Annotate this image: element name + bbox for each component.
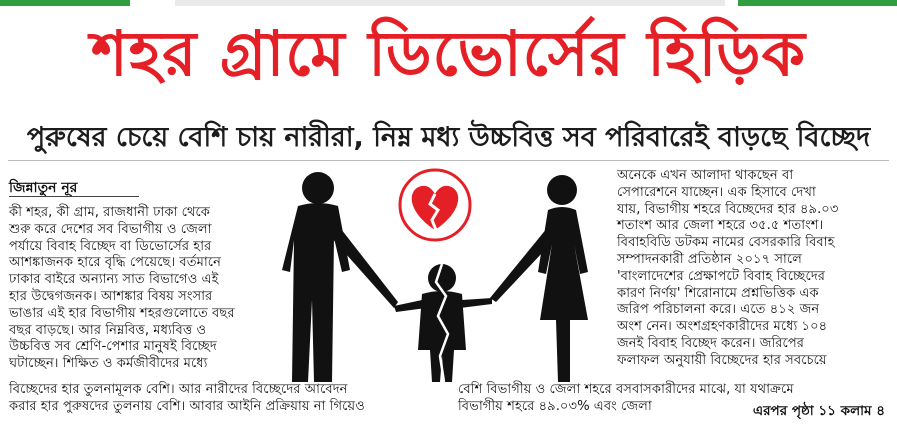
- text-line: উচ্চবিত্ত সব শ্রেণি-পেশার মানুষই বিচ্ছেদ: [9, 339, 217, 355]
- family-illustration: [270, 160, 610, 382]
- text-line: অনেকে এখন আলাদা থাকছেন বা: [617, 168, 794, 183]
- text-line: হার উদ্বেগজনক। আশঙ্কার বিষয় সংসার: [9, 288, 213, 304]
- text-line: বেশি বিভাগীয় ও জেলা শহরে বসবাসকারীদের মাঝে, যা যথাক্রমে: [458, 382, 794, 397]
- text-line: বিভাগীয় শহরে ৪৯.০৩% এবং জেলা: [458, 398, 652, 414]
- text-line: কারণ নির্ণয়' শিরোনামে প্রশ্নভিত্তিক এক: [617, 285, 819, 301]
- child-silhouette: [394, 264, 492, 382]
- article-left-lower: [9, 382, 452, 416]
- text-line: 'বাংলাদেশের প্রেক্ষাপটে বিবাহ বিচ্ছেদের: [617, 268, 825, 284]
- text-line: জরিপ পরিচালনা করে। এতে ৪১২ জন: [617, 302, 820, 318]
- text-line: পর্যায়ে বিবাহ বিচ্ছেদ বা ডিভোর্সের হার: [9, 238, 212, 254]
- headline: শহর গ্রামে ডিভোর্সের হিড়িক: [91, 17, 806, 90]
- text-line: করার হার পুরুষদের তুলনায় বেশি। আবার আইনি প্রক্রিয়ায় না গিয়েও: [9, 398, 365, 414]
- text-line: ফলাফল অনুযায়ী বিচ্ছেদের হার সবচেয়ে: [617, 352, 827, 368]
- text-line: সেপারেশনে যাচ্ছেন। এক হিসাবে দেখা: [617, 184, 816, 200]
- text-line: ঢাকার বাইরে অন্যান্য সাত বিভাগেও এই: [9, 272, 219, 288]
- text-line: আশঙ্কাজনক হারে বৃদ্ধি পেয়েছে। বর্তমানে: [9, 255, 221, 271]
- top-accent-bar-middle: [175, 0, 725, 6]
- text-line: অংশ নেন। অংশগ্রহণকারীদের মধ্যে ১০৪: [617, 319, 828, 335]
- text-line: ঘটাচ্ছেন। শিক্ষিত ও কর্মজীবীদের মধ্যে: [9, 356, 208, 372]
- broken-heart-icon: [400, 170, 470, 240]
- subheadline: পুরুষের চেয়ে বেশি চায় নারীরা, নিম্ন মধ্য উচ্চবিত্ত সব পরিবারেই বাড়ছে বিচ্ছেদ: [26, 122, 871, 153]
- article-right-column: [617, 168, 885, 370]
- text-line: যায়, বিভাগীয় শহরে বিচ্ছেদের হার ৪৯.০৩: [617, 201, 839, 217]
- text-line: বছর বাড়ছে। আর নিম্নবিত্ত, মধ্যবিত্ত ও: [9, 322, 207, 338]
- text-line: শুরু করে দেশের সব বিভাগীয় ও জেলা: [9, 221, 212, 237]
- text-line: সম্পাদনকারী প্রতিষ্ঠান ২০১৭ সালে: [617, 251, 803, 267]
- continuation-note: এরপর পৃষ্ঠা ১১ কলাম ৪: [752, 403, 885, 419]
- text-line: জনই বিবাহ বিচ্ছেদ করেন। জরিপের: [617, 335, 805, 351]
- top-accent-bar-left: [0, 0, 130, 6]
- byline: জিন্নাতুন নূর: [9, 180, 78, 196]
- text-line: শতাংশ আর জেলা শহরে ৩৫.৫ শতাংশ।: [617, 218, 824, 234]
- woman-silhouette: [490, 175, 588, 382]
- text-line: ভাঙার এই হার বিভাগীয় শহরগুলোতে বছর: [9, 305, 235, 321]
- text-line: কী শহর, কী গ্রাম, রাজধানী ঢাকা থেকে: [9, 205, 211, 220]
- top-accent-bar-right: [738, 0, 897, 6]
- article-bottom-middle: [458, 382, 794, 416]
- man-silhouette: [282, 172, 398, 382]
- byline-underline: [9, 196, 139, 197]
- text-line: বিবাহবিডি ডটকম নামের বেসরকারি বিবাহ: [617, 235, 835, 251]
- text-line: বিচ্ছেদের হার তুলনামূলক বেশি। আর নারীদের বিচ্ছেদের আবেদন: [9, 382, 348, 397]
